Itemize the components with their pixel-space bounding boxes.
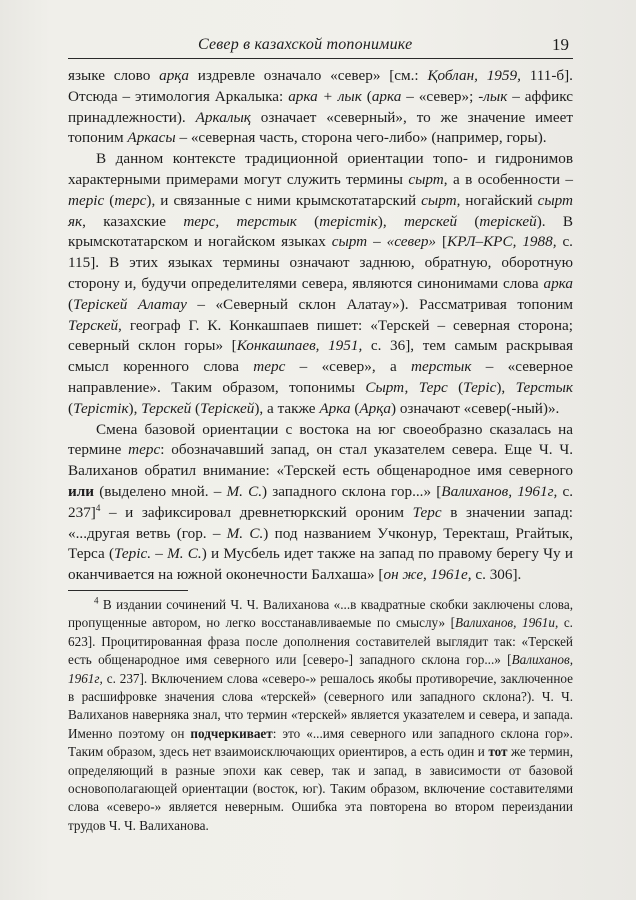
emphasis-italic: Валиханов, 1961г, — [68, 652, 573, 686]
text-run: , казахские — [82, 212, 184, 230]
emphasis-italic: терстык — [411, 358, 472, 376]
emphasis-italic: арка — [543, 274, 573, 292]
emphasis-italic: арка + лык — [288, 87, 362, 105]
emphasis-italic: он же, 1961е, — [383, 566, 472, 584]
text-run: с. 237] — [68, 482, 573, 521]
text-run: в значении запад: «...другая ветвь (гор. – — [68, 503, 573, 542]
emphasis-italic: арқа — [159, 67, 189, 84]
emphasis-italic: Валиханов, 1961г, — [441, 482, 558, 500]
text-run: с. 623]. Процитированная фраза после дополнения составителей выглядит так: «Терскей есть общенародное имя северного или [северо-] западного склона гор...» [ — [68, 615, 573, 668]
text-run: – «северная часть, сторона чего-либо» (например, горы). — [175, 129, 547, 147]
emphasis-italic: М. С. — [226, 482, 263, 500]
emphasis-italic: Арқа — [359, 399, 391, 417]
text-run: В издании сочинений Ч. Ч. Валиханова «...в квадратные скобки заключены слова, пропущенные автором, но легко восстанавливаемые по смыслу» [ — [68, 597, 573, 631]
emphasis-italic: Терскей — [141, 399, 192, 417]
emphasis-italic: КРЛ–КРС, 1988, — [447, 233, 557, 251]
emphasis-italic: Валиханов, 1961и, — [455, 615, 559, 631]
emphasis-italic: Аркалық — [195, 108, 251, 126]
paragraph-3 — [68, 420, 573, 586]
emphasis-italic: Теріс — [463, 378, 497, 396]
text-run: ) под названием Учконур, Теректаш, Ргайтык, Терса ( — [68, 524, 574, 563]
emphasis-italic: сырт як — [68, 191, 573, 230]
emphasis-italic: Теріс. – М. С. — [114, 545, 202, 563]
emphasis-italic: Терiскей — [200, 399, 255, 417]
text-run: ( — [457, 212, 480, 230]
text-run: ), — [377, 212, 404, 230]
footnote-separator — [68, 590, 188, 591]
text-run: ), а также — [254, 399, 320, 417]
emphasis-italic: -лык — [478, 87, 508, 105]
paragraph-1 — [68, 66, 573, 149]
emphasis-italic: терс — [128, 441, 161, 459]
emphasis-italic: Қоблан, 1959, — [427, 67, 521, 84]
text-run: ), — [496, 378, 516, 396]
emphasis-italic: сырт – «север» — [331, 233, 437, 251]
emphasis-bold: или — [68, 482, 95, 500]
emphasis-italic: Конкашпаев, 1951, — [236, 337, 363, 355]
emphasis-italic: терс, терстык — [183, 212, 297, 230]
text-run: ) западного склона гор...» [ — [262, 482, 442, 500]
page-header — [68, 34, 573, 59]
page-number: 19 — [552, 35, 569, 54]
text-run: 111-б]. Отсюда – этимология Аркалыка: — [68, 67, 573, 105]
text-run: – аффикс принадлежности). — [68, 87, 573, 126]
text-run: : обозначавший запад, он стал указателем севера. Еще Ч. Ч. Валиханов обратил внимание: «Терскей есть общенародное имя северного — [68, 441, 573, 480]
text-run: означает «северный», то же значение имеет топоним — [68, 108, 574, 147]
emphasis-bold: подчеркивает — [190, 725, 273, 741]
emphasis-italic: теріс — [68, 191, 105, 209]
emphasis-italic: сырт — [408, 170, 444, 188]
text-run: (выделено мной. – — [94, 482, 227, 500]
text-run: с. 306]. — [471, 566, 522, 584]
text-run: : это «...имя северного или западного склона гор». Таким образом, здесь нет взаимоисключающих ориентиров, а есть один и — [68, 725, 573, 760]
text-run: ). В крымскотатарском и ногайском языках — [68, 212, 574, 251]
emphasis-bold: тот — [488, 744, 508, 760]
text-run: с. 115]. В этих языках термины означают заднюю, обратную, оборотную сторону и, будучи определителями севера, являются синонимами слова — [68, 233, 573, 292]
text-run: – «северное направление». Таким образом, топонимы — [68, 358, 573, 396]
emphasis-italic: Терскей — [68, 316, 119, 334]
text-run: В данном контексте традиционной ориентации топо- и гидронимов характерными примерами могут служить термины — [68, 150, 573, 188]
emphasis-italic: М. С. — [226, 524, 264, 542]
text-run: – «север», а — [285, 358, 412, 376]
text-run: ) означают «север(-ный)». — [390, 399, 560, 417]
text-run: ), и связанные с ними крымскотатарский — [146, 191, 422, 209]
text-run: ( — [296, 212, 320, 230]
main-text — [68, 66, 573, 586]
emphasis-italic: терiскей — [479, 212, 537, 230]
text-run: ( — [191, 399, 201, 417]
text-run: – «север»; — [401, 87, 479, 105]
emphasis-italic: терістік — [319, 212, 378, 230]
text-run: языке слово — [68, 67, 160, 84]
text-run: ( — [361, 87, 372, 105]
emphasis-italic: Арка — [319, 399, 351, 417]
emphasis-italic: Терстык — [515, 378, 573, 396]
text-run: ( — [68, 399, 74, 417]
text-run: с. 237]. Включением слова «северо-» решалось якобы противоречие, заключенное в расшифровке значения слова «терскей» (северного или западного склона?). Ч. Ч. Валиханов наверняка знал, что термин «терскей» является указателем и севера, и запада. Именно поэтому он — [68, 670, 573, 741]
footnote-marker: 4 — [95, 502, 101, 513]
text-run: ( — [447, 378, 464, 396]
text-run: , ногайский — [456, 191, 538, 209]
running-title: Север в казахской топонимике — [198, 36, 413, 53]
footnote — [68, 596, 573, 835]
text-run: – «Северный склон Алатау»). Рассматривая топоним — [186, 295, 573, 313]
emphasis-italic: Сырт, Терс — [365, 378, 448, 396]
text-run: ( — [68, 295, 74, 313]
text-run: ( — [104, 191, 115, 209]
footnote-text — [68, 596, 573, 835]
text-run: же термин, определяющий в разные эпохи как север, так и запад, в зависимости от базовой основополагающей ориентации (восток, юг). Таким образом, включение составителями слова «северо-» является неверным. Ошибка эта повторена во втором переиздании трудов Ч. Ч. Валиханова. — [68, 744, 573, 833]
text-run: с. 36], тем самым раскрывая смысл коренного слова — [68, 337, 573, 376]
text-run: Смена базовой ориентации с востока на юг своеобразно сказалась на термине — [68, 420, 573, 459]
text-run: , географ Г. К. Конкашпаев пишет: «Терскей – северная сторона; северный склон горы» [ — [68, 316, 573, 355]
emphasis-italic: Терс — [412, 503, 442, 521]
text-run: [ — [436, 233, 448, 251]
emphasis-italic: сырт — [421, 191, 457, 209]
text-run: – и зафиксировал древнетюркский ороним — [100, 503, 413, 521]
text-run: , а в особенности – — [443, 170, 573, 188]
paragraph-2 — [68, 149, 573, 419]
text-run: ) и Мусбель идет также на запад по правому берегу Чу и оканчивается на южной оконечности Балхаша» [ — [68, 545, 573, 584]
emphasis-italic: Терістік — [73, 399, 129, 417]
footnote-marker: 4 — [94, 595, 99, 606]
emphasis-italic: терс — [114, 191, 147, 209]
text-run: ), — [128, 399, 142, 417]
emphasis-italic: Терiскей Алатау — [73, 295, 187, 313]
text-run: издревле означало «север» [см.: — [189, 67, 428, 84]
emphasis-italic: арка — [371, 87, 402, 105]
emphasis-italic: терс — [253, 358, 286, 376]
text-run: ( — [350, 399, 360, 417]
emphasis-italic: терскей — [403, 212, 458, 230]
emphasis-italic: Аркасы — [127, 129, 176, 147]
